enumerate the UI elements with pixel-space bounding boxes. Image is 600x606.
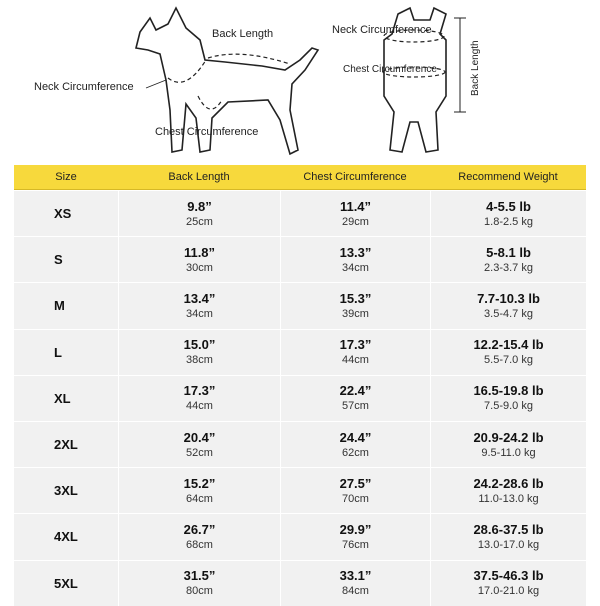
weight-cell [430,422,586,467]
chest-cell [280,376,430,421]
back-length-cm: 80cm [186,585,213,598]
weight-cell [430,468,586,513]
chest-cm: 76cm [342,538,369,551]
weight-lb: 24.2-28.6 lb [473,475,544,491]
chest-inches: 13.3” [339,244,372,260]
back-length-cell [118,561,280,606]
back-length-cell [118,514,280,559]
dog-outline-illustrations [0,0,600,160]
size-chart-table [14,165,586,606]
weight-cell [430,191,586,236]
size-cell: XS [54,206,72,222]
back-length-cell [118,376,280,421]
back-length-inches: 20.4” [183,429,216,445]
chest-inches: 24.4” [339,429,372,445]
chest-cm: 34cm [342,261,369,274]
weight-cell [430,330,586,375]
chest-inches: 33.1” [339,568,372,584]
size-cell: 5XL [54,575,78,591]
weight-cell [430,514,586,559]
neck-dash [168,60,206,82]
chest-inches: 11.4” [339,198,372,214]
table-row [14,560,586,606]
chest-inches: 17.3” [339,337,372,353]
table-row [14,329,586,375]
table-row [14,282,586,328]
weight-kg: 3.5-4.7 kg [484,307,533,320]
weight-kg: 13.0-17.0 kg [477,538,540,551]
back-length-cell [118,468,280,513]
back-length-inches: 26.7” [183,521,216,537]
back-length-inches: 13.4” [183,290,216,306]
table-row [14,467,586,513]
chest-cm: 57cm [342,400,369,413]
weight-kg: 17.0-21.0 kg [477,585,540,598]
chest-cell [280,514,430,559]
size-cell: M [54,298,65,314]
front-chest-circumference-label: Chest Circumference [343,64,437,75]
back-length-cm: 38cm [186,354,213,367]
back-length-inches: 11.8” [183,244,216,260]
chest-cell [280,561,430,606]
back-length-cm: 64cm [186,492,213,505]
weight-kg: 9.5-11.0 kg [481,446,536,459]
back-length-cell [118,422,280,467]
chest-dash [198,96,222,109]
table-header [14,165,586,190]
back-length-cm: 34cm [186,307,213,320]
weight-lb: 16.5-19.8 lb [473,383,544,399]
size-cell: L [54,344,62,360]
weight-cell [430,561,586,606]
back-length-label: Back Length [212,28,274,40]
back-length-inches: 9.8” [187,198,212,214]
chest-cell [280,422,430,467]
weight-lb: 7.7-10.3 lb [477,290,540,306]
back-dash [208,54,290,64]
front-neck-circumference-label: Neck Circumference [332,24,432,36]
back-length-inches: 17.3” [183,383,216,399]
weight-cell [430,283,586,328]
size-cell: 2XL [54,437,78,453]
size-cell: S [54,252,63,268]
weight-lb: 37.5-46.3 lb [473,568,544,584]
header-recommend-weight: Recommend Weight [458,171,558,183]
neck-circumference-label: Neck Circumference [34,81,134,93]
chest-inches: 29.9” [339,521,372,537]
weight-kg: 1.8-2.5 kg [484,215,533,228]
header-back-length: Back Length [168,171,230,183]
chest-cm: 39cm [342,307,369,320]
chest-cm: 62cm [342,446,369,459]
header-chest-circumference: Chest Circumference [303,171,407,183]
chest-cm: 44cm [342,354,369,367]
back-length-cell [118,283,280,328]
chest-cm: 70cm [342,492,369,505]
weight-lb: 4-5.5 lb [486,198,531,214]
weight-cell [430,376,586,421]
weight-lb: 28.6-37.5 lb [473,521,544,537]
chest-cm: 84cm [342,585,369,598]
weight-cell [430,237,586,282]
chest-cell [280,237,430,282]
chest-cell [280,468,430,513]
back-length-cell [118,237,280,282]
weight-lb: 12.2-15.4 lb [473,337,544,353]
weight-lb: 5-8.1 lb [486,244,531,260]
table-row [14,190,586,236]
chest-cell [280,283,430,328]
weight-kg: 5.5-7.0 kg [484,354,533,367]
back-length-cm: 30cm [186,261,213,274]
chest-cell [280,330,430,375]
back-length-inches: 15.2” [183,475,216,491]
chest-inches: 27.5” [339,475,372,491]
weight-kg: 11.0-13.0 kg [478,492,539,505]
table-row [14,421,586,467]
table-row [14,375,586,421]
weight-kg: 7.5-9.0 kg [484,400,533,413]
chest-inches: 15.3” [339,290,372,306]
header-size: Size [55,171,77,183]
weight-lb: 20.9-24.2 lb [473,429,544,445]
measurement-diagram [0,0,600,160]
front-back-length-label: Back Length [470,40,481,96]
chest-circumference-label: Chest Circumference [155,126,259,138]
table-row [14,236,586,282]
weight-kg: 2.3-3.7 kg [484,261,533,274]
back-length-cm: 52cm [186,446,213,459]
size-cell: 3XL [54,483,78,499]
back-length-cm: 25cm [186,215,213,228]
back-length-cm: 68cm [186,538,213,551]
back-length-inches: 31.5” [183,568,216,584]
chest-inches: 22.4” [339,383,372,399]
size-cell: 4XL [54,529,78,545]
size-cell: XL [54,390,71,406]
chest-cm: 29cm [342,215,369,228]
chest-cell [280,191,430,236]
back-length-cm: 44cm [186,400,213,413]
table-row [14,513,586,559]
back-length-cell [118,330,280,375]
back-length-inches: 15.0” [183,337,216,353]
back-length-cell [118,191,280,236]
